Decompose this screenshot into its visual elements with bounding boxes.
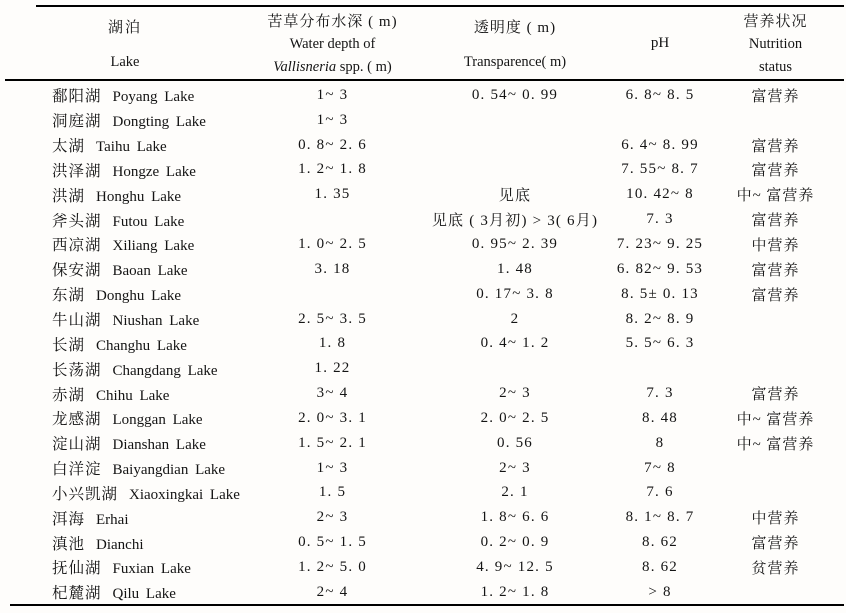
lake-name-en: Hongze Lake — [112, 163, 196, 180]
table-row — [0, 83, 846, 108]
water-depth-cell: 1. 8 — [318, 335, 347, 352]
water-depth-cell: 3~ 4 — [316, 385, 349, 402]
lake-name-en: Xiaoxingkai Lake — [129, 486, 240, 503]
lake-name-cell — [0, 457, 250, 479]
lake-name-cn: 抚仙湖 — [52, 560, 102, 578]
lake-name-cn: 洞庭湖 — [52, 113, 102, 131]
water-depth-cell: 1. 22 — [314, 360, 351, 377]
table-row — [0, 530, 846, 555]
lake-name-cn: 赤湖 — [52, 386, 86, 404]
water-depth-cell: 1. 2~ 5. 0 — [298, 558, 367, 575]
transparency-cell: 2 — [510, 310, 520, 327]
ph-cell: 7. 3 — [646, 211, 674, 228]
table-row — [0, 158, 846, 183]
lake-name-en: Fuxian Lake — [112, 561, 191, 578]
water-depth-cell: 2~ 3 — [316, 509, 349, 526]
lake-name-en: Taihu Lake — [96, 139, 167, 156]
lake-name-en: Poyang Lake — [112, 89, 195, 106]
water-depth-cell: 1. 35 — [314, 186, 351, 203]
table-row — [0, 232, 846, 257]
header-water-depth-en1: Water depth of — [289, 36, 376, 53]
ph-cell: 8. 48 — [642, 409, 678, 426]
header-transparency-cn: 透明度 ( m) — [473, 19, 557, 36]
header-nutrition-en1: Nutrition — [748, 36, 803, 53]
transparency-cell: 0. 95~ 2. 39 — [471, 235, 559, 252]
table-row — [0, 505, 846, 530]
table-bottom-rule — [10, 604, 844, 606]
nutrition-cell: 中营养 — [751, 237, 800, 254]
ph-cell: 7. 23~ 9. 25 — [616, 235, 704, 252]
lake-name-cell — [0, 258, 250, 280]
lake-name-cell — [0, 581, 250, 603]
water-depth-cell: 1. 5~ 2. 1 — [298, 434, 367, 451]
lake-name-cn: 西凉湖 — [52, 237, 102, 255]
header-transparency — [415, 7, 615, 79]
lake-name-cell — [0, 407, 250, 429]
transparency-cell: 4. 9~ 12. 5 — [476, 558, 554, 575]
lake-name-en: Xiliang Lake — [112, 238, 195, 255]
ph-cell: 6. 4~ 8. 99 — [621, 136, 699, 153]
table-body — [0, 83, 846, 605]
table-row — [0, 580, 846, 605]
transparency-cell: 1. 48 — [497, 260, 533, 277]
ph-cell: 8. 5± 0. 13 — [621, 285, 699, 302]
lake-name-cn: 杞麓湖 — [52, 585, 102, 603]
lake-name-cn: 滇池 — [52, 535, 86, 553]
ph-cell: 10. 42~ 8 — [626, 186, 694, 203]
lake-name-en: Changdang Lake — [112, 362, 218, 379]
ph-cell: 7. 3 — [646, 385, 674, 402]
lake-name-cell — [0, 532, 250, 554]
lake-name-cell — [0, 383, 250, 405]
lake-name-en: Chihu Lake — [96, 387, 170, 404]
nutrition-cell: 中~ 富营养 — [736, 188, 815, 205]
ph-cell: 7. 6 — [646, 484, 674, 501]
transparency-cell: 2. 1 — [501, 484, 529, 501]
lake-name-cell — [0, 159, 250, 181]
lake-name-cell — [0, 333, 250, 355]
lake-name-cn: 保安湖 — [52, 262, 102, 280]
table-row — [0, 307, 846, 332]
lake-name-cn: 淀山湖 — [52, 436, 102, 454]
transparency-cell: 0. 56 — [497, 434, 533, 451]
lake-name-cell — [0, 209, 250, 231]
nutrition-cell: 中~ 富营养 — [736, 436, 815, 453]
transparency-cell: 见底 — [498, 188, 532, 205]
lake-name-en: Changhu Lake — [96, 337, 187, 354]
lake-name-en: Dianchi — [96, 536, 144, 553]
header-water-depth-en2 — [273, 59, 391, 76]
water-depth-cell: 1. 5 — [318, 484, 347, 501]
ph-cell: 8. 2~ 8. 9 — [625, 310, 695, 327]
header-lake-en: Lake — [110, 53, 140, 70]
transparency-cell: 0. 2~ 0. 9 — [480, 534, 550, 551]
lake-name-en: Longgan Lake — [112, 412, 203, 429]
lake-name-cn: 太湖 — [52, 138, 86, 156]
header-lake-cn: 湖泊 — [107, 19, 142, 36]
nutrition-cell: 富营养 — [751, 163, 800, 180]
table-header-row — [0, 7, 846, 79]
header-nutrition — [705, 7, 846, 79]
ph-cell: > 8 — [648, 583, 672, 600]
water-depth-cell: 1. 2~ 1. 8 — [298, 161, 367, 178]
table-row — [0, 133, 846, 158]
ph-cell: 8 — [655, 434, 665, 451]
table-row — [0, 481, 846, 506]
lake-name-en: Honghu Lake — [96, 188, 182, 205]
lake-name-cn: 龙感湖 — [52, 411, 102, 429]
water-depth-cell: 1. 0~ 2. 5 — [298, 235, 367, 252]
table-row — [0, 456, 846, 481]
lake-name-cn: 长湖 — [52, 336, 86, 354]
lake-name-cn: 白洋淀 — [52, 461, 102, 479]
lake-name-cn: 小兴凯湖 — [52, 485, 119, 503]
header-transparency-en: Transparence( m) — [463, 53, 567, 70]
vallisneria-italic: Vallisneria — [273, 59, 337, 76]
table-row — [0, 356, 846, 381]
water-depth-cell: 3. 18 — [314, 260, 351, 277]
table-row — [0, 381, 846, 406]
table-row — [0, 282, 846, 307]
lake-name-cell — [0, 233, 250, 255]
lake-name-cell — [0, 184, 250, 206]
transparency-cell: 2~ 3 — [499, 385, 531, 402]
lake-name-cell — [0, 507, 250, 529]
table-row — [0, 406, 846, 431]
header-nutrition-en2: status — [758, 59, 793, 76]
header-separator-rule — [5, 79, 844, 81]
transparency-cell: 1. 8~ 6. 6 — [480, 509, 550, 526]
ph-cell: 7. 55~ 8. 7 — [621, 161, 699, 178]
transparency-cell: 0. 4~ 1. 2 — [480, 335, 550, 352]
lake-name-cn: 洱海 — [52, 510, 86, 528]
lake-name-cell — [0, 109, 250, 131]
ph-cell: 8. 62 — [642, 534, 678, 551]
nutrition-cell: 富营养 — [751, 262, 800, 279]
lake-name-en: Dongting Lake — [112, 114, 206, 131]
lake-name-cell — [0, 358, 250, 380]
nutrition-cell: 贫营养 — [751, 560, 800, 577]
table-row — [0, 182, 846, 207]
lake-name-en: Dianshan Lake — [112, 437, 206, 454]
ph-cell: 8. 62 — [642, 558, 678, 575]
nutrition-cell: 中~ 富营养 — [736, 411, 815, 428]
ph-cell: 8. 1~ 8. 7 — [625, 509, 695, 526]
water-depth-cell: 0. 5~ 1. 5 — [298, 534, 367, 551]
lake-name-cell — [0, 308, 250, 330]
water-depth-cell: 1~ 3 — [316, 86, 349, 103]
spp-unit: spp. ( m) — [336, 59, 392, 76]
lake-name-cell — [0, 283, 250, 305]
water-depth-cell: 2. 5~ 3. 5 — [298, 310, 367, 327]
table-row — [0, 331, 846, 356]
lake-name-cn: 斧头湖 — [52, 212, 102, 230]
transparency-cell: 见底 ( 3月初) > 3( 6月) — [431, 213, 599, 230]
transparency-cell: 0. 54~ 0. 99 — [471, 86, 559, 103]
water-depth-cell: 2~ 4 — [316, 583, 349, 600]
water-depth-cell: 2. 0~ 3. 1 — [298, 409, 367, 426]
water-depth-cell: 1~ 3 — [316, 459, 349, 476]
lake-name-en: Qilu Lake — [112, 586, 176, 603]
nutrition-cell: 富营养 — [751, 536, 800, 553]
header-ph — [615, 7, 705, 79]
lake-name-cn: 鄱阳湖 — [52, 88, 102, 106]
nutrition-cell: 富营养 — [751, 387, 800, 404]
lake-name-cn: 牛山湖 — [52, 312, 102, 330]
lake-name-cn: 洪湖 — [52, 187, 86, 205]
lake-name-en: Donghu Lake — [96, 288, 182, 305]
header-water-depth-cn: 苦草分布水深 ( m) — [267, 13, 398, 30]
header-nutrition-cn: 营养状况 — [743, 13, 808, 30]
lake-name-cell — [0, 84, 250, 106]
table-row — [0, 257, 846, 282]
table-row — [0, 555, 846, 580]
ph-cell: 5. 5~ 6. 3 — [625, 335, 695, 352]
header-lake — [0, 7, 250, 79]
nutrition-cell: 富营养 — [751, 88, 800, 105]
lake-name-en: Erhai — [96, 511, 129, 528]
lake-name-en: Futou Lake — [112, 213, 185, 230]
water-depth-cell: 0. 8~ 2. 6 — [298, 136, 367, 153]
water-depth-cell: 1~ 3 — [316, 111, 349, 128]
transparency-cell: 1. 2~ 1. 8 — [480, 583, 550, 600]
table-row — [0, 207, 846, 232]
table-row — [0, 108, 846, 133]
lake-name-cn: 洪泽湖 — [52, 162, 102, 180]
lake-name-cn: 长荡湖 — [52, 361, 102, 379]
nutrition-cell: 富营养 — [751, 138, 800, 155]
header-water-depth — [250, 7, 415, 79]
lake-name-cell — [0, 482, 250, 504]
table-row — [0, 431, 846, 456]
nutrition-cell: 中营养 — [751, 511, 800, 528]
lake-name-en: Baoan Lake — [112, 263, 188, 280]
header-ph-label: pH — [650, 34, 670, 51]
transparency-cell: 2. 0~ 2. 5 — [480, 409, 550, 426]
lake-name-cell — [0, 134, 250, 156]
ph-cell: 6. 8~ 8. 5 — [625, 86, 695, 103]
transparency-cell: 2~ 3 — [499, 459, 531, 476]
lake-name-cell — [0, 556, 250, 578]
lake-name-cn: 东湖 — [52, 287, 86, 305]
transparency-cell: 0. 17~ 3. 8 — [476, 285, 554, 302]
lake-name-en: Baiyangdian Lake — [112, 462, 226, 479]
ph-cell: 6. 82~ 9. 53 — [616, 260, 704, 277]
nutrition-cell: 富营养 — [751, 287, 800, 304]
nutrition-cell: 富营养 — [751, 213, 800, 230]
lake-name-cell — [0, 432, 250, 454]
ph-cell: 7~ 8 — [644, 459, 676, 476]
lake-name-en: Niushan Lake — [112, 313, 200, 330]
